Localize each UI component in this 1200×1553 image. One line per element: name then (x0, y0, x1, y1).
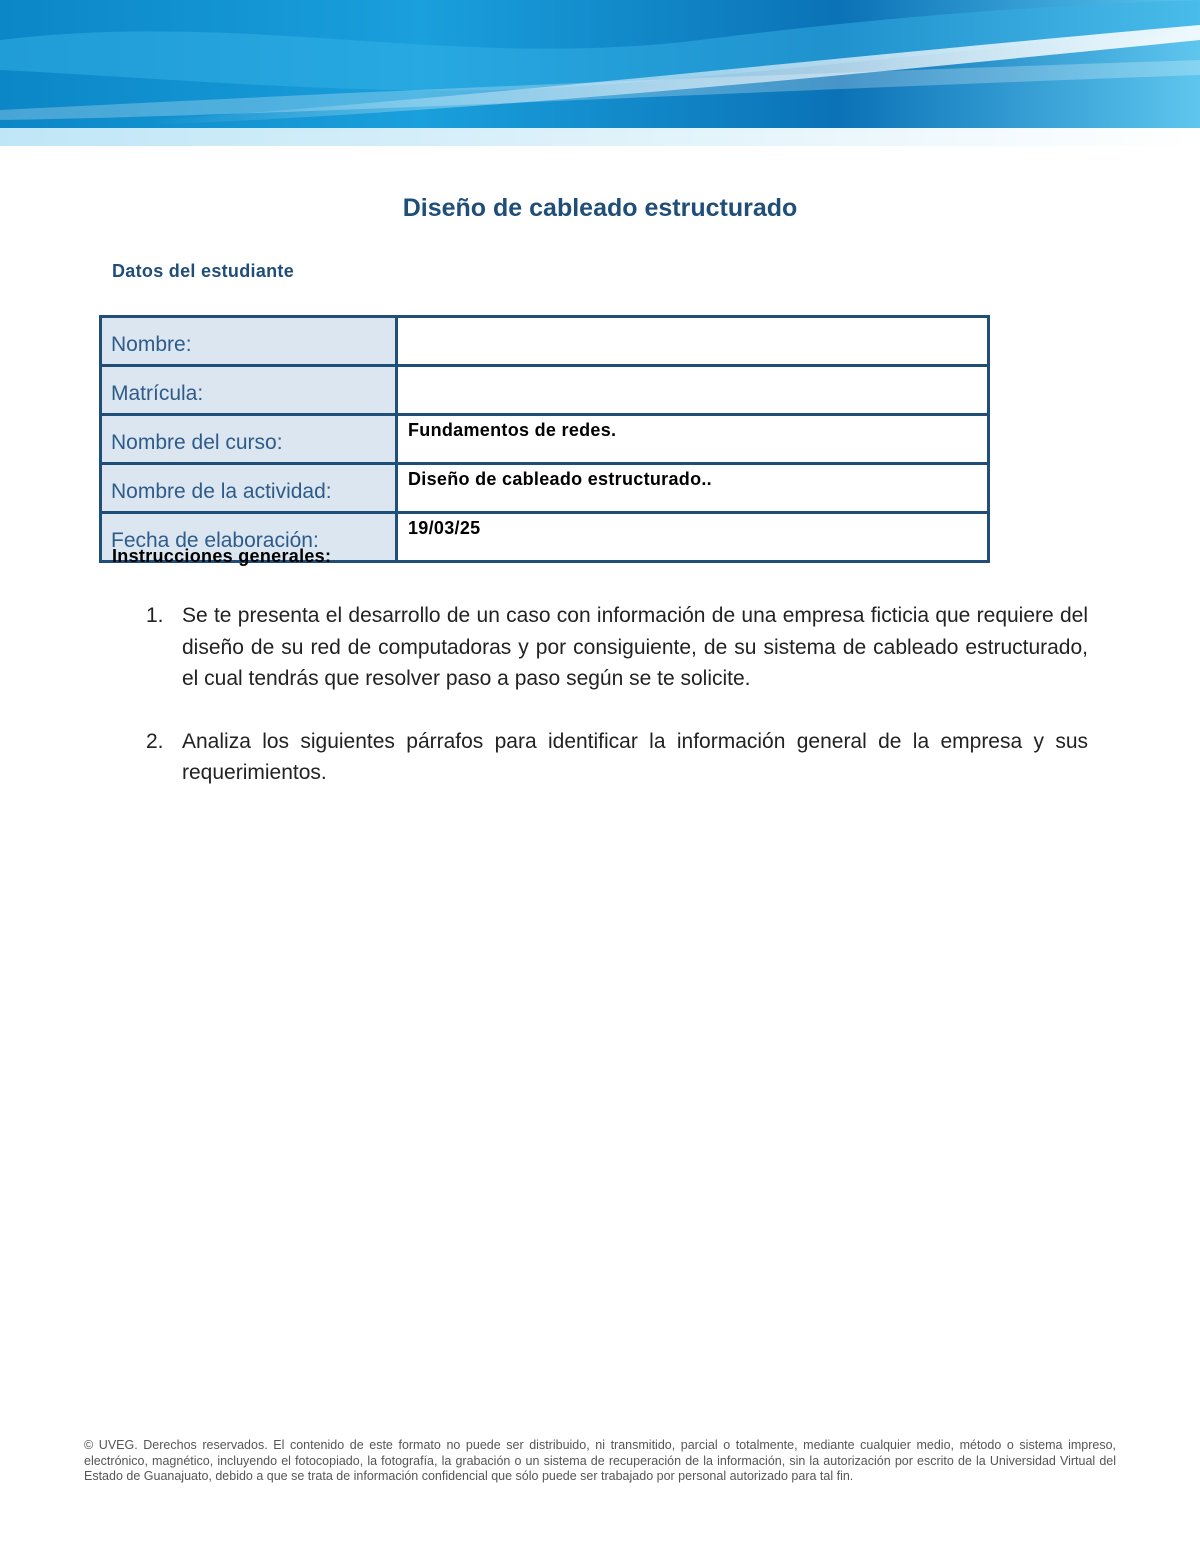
field-label-curso: Nombre del curso: (101, 415, 397, 464)
field-value-matricula[interactable] (397, 366, 989, 415)
list-item-text: Se te presenta el desarrollo de un caso con información de una empresa ficticia que requiere del diseño de su red de computadoras y por consiguiente, de su sistema de cableado estructurado, el cual tendrás que resolver paso a paso según se te solicite. (182, 604, 1088, 690)
student-data-table (99, 315, 990, 563)
copyright-footer: © UVEG. Derechos reservados. El contenido de este formato no puede ser distribuido, ni transmitido, parcial o totalmente, mediante cualquier medio, método o sistema impreso, electrónico, magnético, incluyendo el fotocopiado, la fotografía, la grabación o un sistema de recuperación de la información, sin la autorización por escrito de la Universidad Virtual del Estado de Guanajuato, debido a que se trata de información confidencial que sólo puede ser trabajado por personal autorizado para tal fin. (84, 1438, 1116, 1483)
table-row (101, 464, 989, 513)
field-value-nombre[interactable] (397, 317, 989, 366)
table-row (101, 415, 989, 464)
field-value-curso[interactable]: Fundamentos de redes. (397, 415, 989, 464)
field-value-fecha[interactable]: 19/03/25 (397, 513, 989, 562)
list-item-text: Analiza los siguientes párrafos para identificar la información general de la empresa y sus requerimientos. (182, 729, 1088, 784)
document-title: Diseño de cableado estructurado (402, 194, 798, 222)
header-banner (0, 0, 1200, 146)
field-label-matricula: Matrícula: (101, 366, 397, 415)
field-label-nombre: Nombre: (101, 317, 397, 366)
instructions-list (146, 600, 1088, 820)
field-value-actividad[interactable]: Diseño de cableado estructurado.. (397, 464, 989, 513)
table-row (101, 366, 989, 415)
list-item-number: 1. (146, 604, 164, 627)
list-item-number: 2. (146, 729, 164, 753)
instructions-heading: Instrucciones generales: (112, 546, 332, 566)
field-label-actividad: Nombre de la actividad: (101, 464, 397, 513)
field-label-fecha: Fecha de elaboración: (101, 513, 397, 562)
list-item (146, 726, 1088, 789)
student-data-heading: Datos del estudiante (112, 261, 295, 281)
list-item (146, 600, 1088, 695)
table-row (101, 317, 989, 366)
